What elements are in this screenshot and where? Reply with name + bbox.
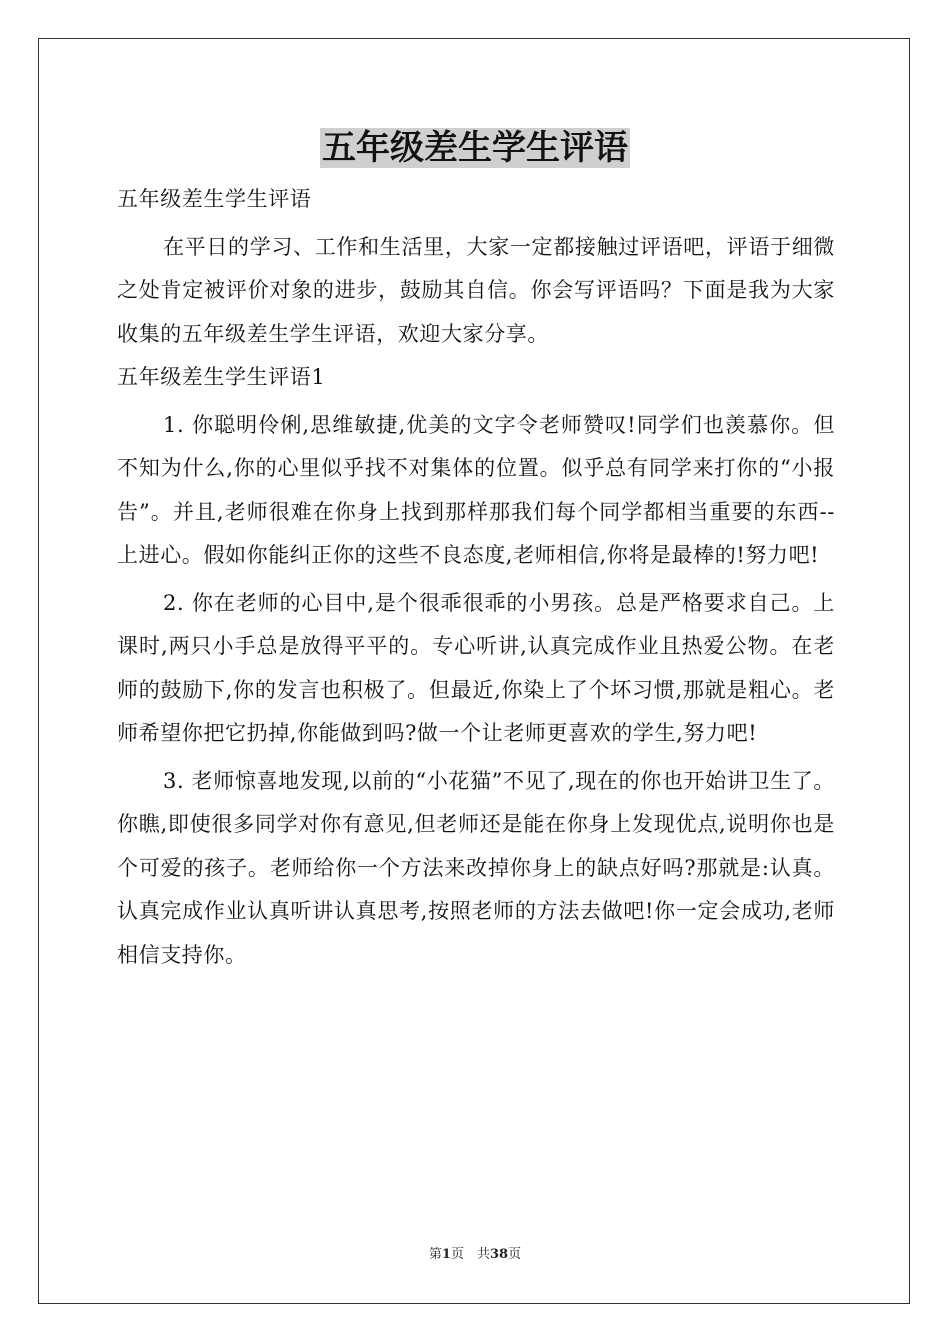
- document-body: [117, 178, 835, 977]
- document-title: [0, 124, 950, 172]
- footer-current-page: 1: [441, 1247, 451, 1262]
- footer-prefix: 第: [428, 1247, 442, 1262]
- comment-paragraph-2: 2. 你在老师的心目中,是个很乖很乖的小男孩。总是严格要求自己。上课时,两只小手总是放得平平的。专心听讲,认真完成作业且热爱公物。在老师的鼓励下,你的发言也积极了。但最近,你染上了个坏习惯,那就是粗心。老师希望你把它扔掉,你能做到吗?做一个让老师更喜欢的学生,努力吧!: [117, 590, 835, 745]
- intro-paragraph: 在平日的学习、工作和生活里，大家一定都接触过评语吧，评语于细微之处肯定被评价对象的进步，鼓励其自信。你会写评语吗？下面是我为大家收集的五年级差生学生评语，欢迎大家分享。: [117, 234, 835, 346]
- page-footer: [0, 1246, 950, 1264]
- comment-paragraph-1: 1. 你聪明伶俐,思维敏捷,优美的文字令老师赞叹!同学们也羡慕你。但不知为什么,你的心里似乎找不对集体的位置。似乎总有同学来打你的“小报告”。并且,老师很难在你身上找到那样那我们每个同学都相当重要的东西--上进心。假如你能纠正你的这些不良态度,老师相信,你将是最棒的!努力吧!: [117, 412, 835, 567]
- document-title-text: 五年级差生学生评语: [322, 128, 628, 168]
- footer-middle: 页 共: [450, 1247, 490, 1262]
- subtitle-paragraph: 五年级差生学生评语: [117, 187, 312, 211]
- section-heading: 五年级差生学生评语1: [117, 365, 326, 389]
- comment-paragraph-3: 3. 老师惊喜地发现,以前的“小花猫”不见了,现在的你也开始讲卫生了。你瞧,即使很多同学对你有意见,但老师还是能在你身上发现优点,说明你也是个可爱的孩子。老师给你一个方法来改掉你身上的缺点好吗?那就是:认真。认真完成作业认真听讲认真思考,按照老师的方法去做吧!你一定会成功,老师相信支持你。: [117, 768, 835, 967]
- footer-total-pages: 38: [489, 1247, 509, 1262]
- footer-suffix: 页: [508, 1247, 522, 1262]
